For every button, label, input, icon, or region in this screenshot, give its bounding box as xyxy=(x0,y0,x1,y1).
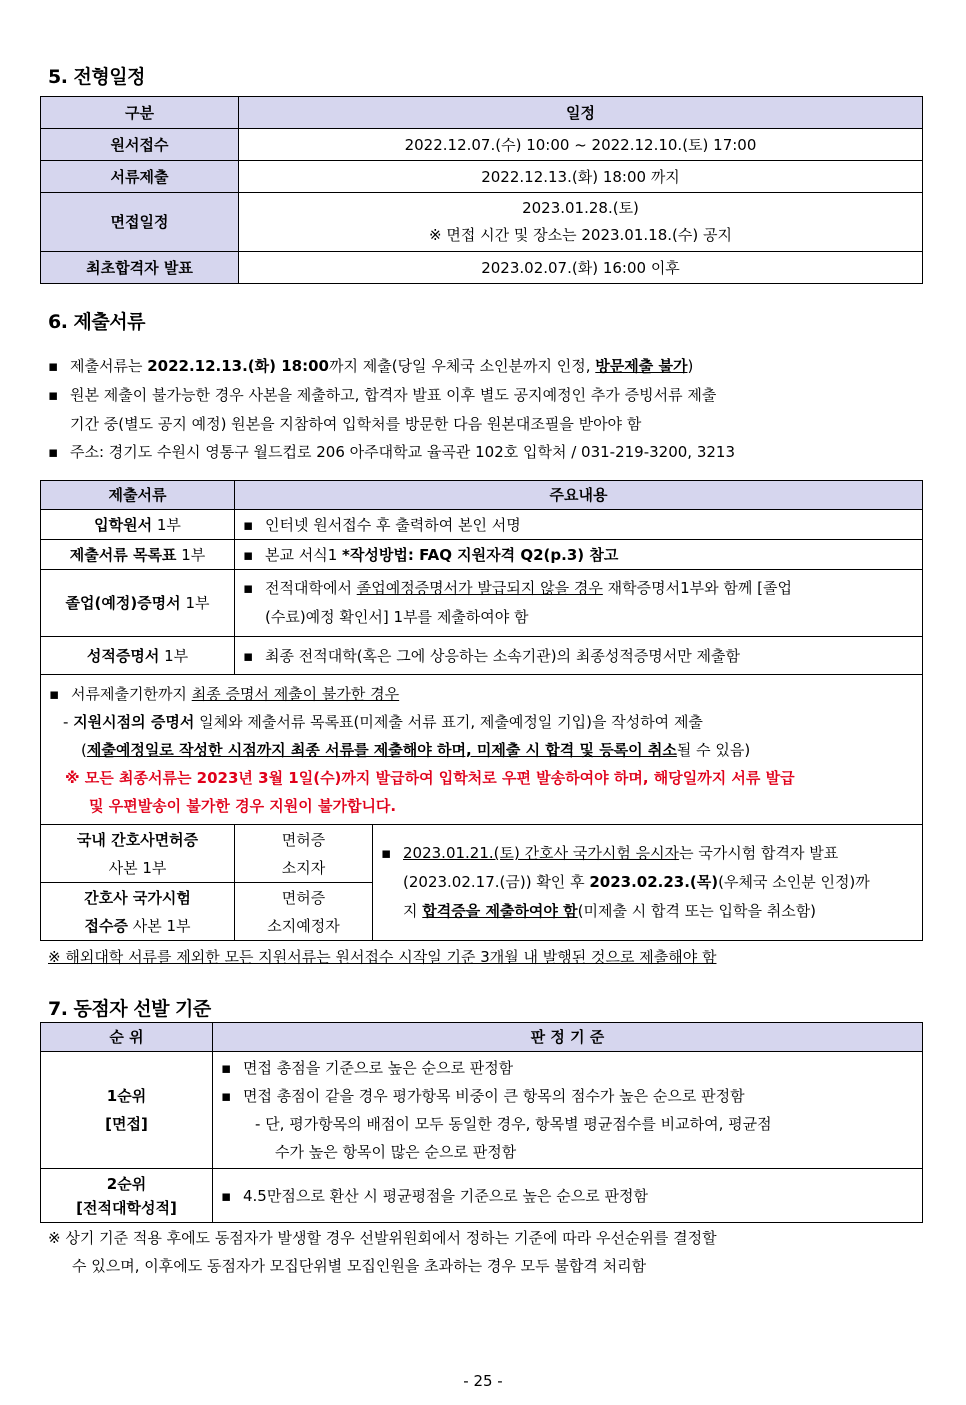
license-status: 면허증 소지예정자 xyxy=(235,883,373,941)
bullet-icon: ▪ xyxy=(49,684,60,703)
bullet-icon: ▪ xyxy=(48,443,59,461)
interview-note: ※ 면접 시간 및 장소는 2023.01.18.(수) 공지 xyxy=(429,226,732,244)
bullet-icon: ▪ xyxy=(221,1087,232,1105)
documents-footnote: ※ 해외대학 서류를 제외한 모든 지원서류는 원서접수 시작일 기준 3개월 내 발행된 것으로 제출해야 함 xyxy=(48,948,717,966)
document-content: ▪ 전적대학에서 졸업예정증명서가 발급되지 않을 경우 재학증명서1부와 함께 [졸업 (수료)예정 확인서] 1부를 제출하여야 함 xyxy=(235,570,923,637)
bullet-icon: ▪ xyxy=(221,1186,232,1205)
schedule-table xyxy=(40,96,923,284)
license-content: ▪ 2023.01.21.(토) 간호사 국가시험 응시자는 국가시험 합격자 발표 (2023.02.17.(금)) 확인 후 2023.02.23.(목)(우체국 소인분 인정)까 지 합격증을 제출하여야 함(미제출 시 합격 또는 입학을 취소함) xyxy=(373,825,923,941)
document-content: ▪ 최종 전적대학(혹은 그에 상응하는 소속기관)의 최종성적증명서만 제출함 xyxy=(235,637,923,675)
submission-note: ▪ 서류제출기한까지 최종 증명서 제출이 불가한 경우 - 지원시점의 증명서 일체와 제출서류 목록표(미제출 서류 표기, 제출예정일 기입)을 작성하여 제출 (제출예정일로 작성한 시점까지 최종 서류를 제출해야 하며, 미제출 시 합격 및 등록이 취소될 수 있음) ※ 모든 최종서류는 2023년 3월 1일(수)까지 발급하여 입학처로 우편 발송하여야 하며, 해당일까지 서류 발급 및 우편발송이 불가한 경우 지원이 불가합니다. xyxy=(41,675,923,825)
schedule-header-category: 구분 xyxy=(41,97,239,129)
documents-table xyxy=(40,480,923,941)
document-name: 제출서류 목록표 1부 xyxy=(41,540,235,570)
tiebreak-footnote-1: ※ 상기 기준 적용 후에도 동점자가 발생할 경우 선발위원회에서 정하는 기준에 따라 우선순위를 결정할 xyxy=(48,1229,717,1247)
rank-cell: 1순위 [면접] xyxy=(41,1052,213,1169)
schedule-label: 서류제출 xyxy=(41,161,239,193)
license-doc-name: 간호사 국가시험 접수증 사본 1부 xyxy=(41,883,235,941)
schedule-header-date: 일정 xyxy=(239,97,923,129)
schedule-value xyxy=(239,193,923,252)
bullet-icon: ▪ xyxy=(243,545,254,564)
license-doc-name: 국내 간호사면허증 사본 1부 xyxy=(41,825,235,883)
list-item: ▪ 원본 제출이 불가능한 경우 사본을 제출하고, 합격자 발표 이후 별도 공지예정인 추가 증빙서류 제출 xyxy=(48,381,918,410)
schedule-label: 원서접수 xyxy=(41,129,239,161)
list-item: ▪ 제출서류는 2022.12.13.(화) 18:00까지 제출(당일 우체국 소인분까지 인정, 방문제출 불가) xyxy=(48,352,918,381)
section-7-title: 7. 동점자 선발 기준 xyxy=(48,998,211,1020)
criteria-cell: ▪ 4.5만점으로 환산 시 평균평점을 기준으로 높은 순으로 판정함 xyxy=(213,1169,923,1223)
list-item-continued: 기간 중(별도 공지 예정) 원본을 지참하여 입학처를 방문한 다음 원본대조필을 받아야 함 xyxy=(70,415,642,433)
tiebreak-table xyxy=(40,1022,923,1223)
bullet-icon: ▪ xyxy=(48,357,59,375)
document-content: ▪ 본교 서식1 *작성방법: FAQ 지원자격 Q2(p.3) 참고 xyxy=(235,540,923,570)
bullet-icon: ▪ xyxy=(48,386,59,404)
documents-header-name: 제출서류 xyxy=(41,481,235,510)
bullet-icon: ▪ xyxy=(243,579,254,597)
list-item xyxy=(48,438,918,467)
document-name: 성적증명서 1부 xyxy=(41,637,235,675)
license-status: 면허증 소지자 xyxy=(235,825,373,883)
interview-date: 2023.01.28.(토) xyxy=(522,199,639,217)
schedule-value: 2022.12.07.(수) 10:00 ~ 2022.12.10.(토) 17:00 xyxy=(239,129,923,161)
rank-cell: 2순위 [전적대학성적] xyxy=(41,1169,213,1223)
section-5-title: 5. 전형일정 xyxy=(48,66,145,88)
schedule-label: 면접일정 xyxy=(41,193,239,252)
bullet-icon: ▪ xyxy=(243,646,254,665)
bullet-icon: ▪ xyxy=(221,1059,232,1077)
page-number: - 25 - xyxy=(463,1372,503,1390)
section-6-title: 6. 제출서류 xyxy=(48,311,145,333)
document-content: ▪ 인터넷 원서접수 후 출력하여 본인 서명 xyxy=(235,510,923,540)
bullet-icon: ▪ xyxy=(381,844,392,862)
address-text: 주소: 경기도 수원시 영통구 월드컵로 206 아주대학교 율곡관 102호 입학처 / 031-219-3200, 3213 xyxy=(70,443,736,461)
tiebreak-header-rank: 순 위 xyxy=(41,1023,213,1052)
bullet-icon: ▪ xyxy=(243,515,254,534)
schedule-value: 2023.02.07.(화) 16:00 이후 xyxy=(239,252,923,284)
schedule-label: 최초합격자 발표 xyxy=(41,252,239,284)
tiebreak-header-criteria: 판 정 기 준 xyxy=(213,1023,923,1052)
schedule-value: 2022.12.13.(화) 18:00 까지 xyxy=(239,161,923,193)
criteria-cell: ▪ 면접 총점을 기준으로 높은 순으로 판정함 ▪ 면접 총점이 같을 경우 평가항목 비중이 큰 항목의 점수가 높은 순으로 판정함 - 단, 평가항목의 배점이 모두 동일한 경우, 항목별 평균점수를 비교하여, 평균점 수가 높은 항목이 많은 순으로 판정함 xyxy=(213,1052,923,1169)
tiebreak-footnote-2: 수 있으며, 이후에도 동점자가 모집단위별 모집인원을 초과하는 경우 모두 불합격 처리함 xyxy=(72,1257,647,1275)
document-name: 졸업(예정)증명서 1부 xyxy=(41,570,235,637)
documents-header-content: 주요내용 xyxy=(235,481,923,510)
document-name: 입학원서 1부 xyxy=(41,510,235,540)
